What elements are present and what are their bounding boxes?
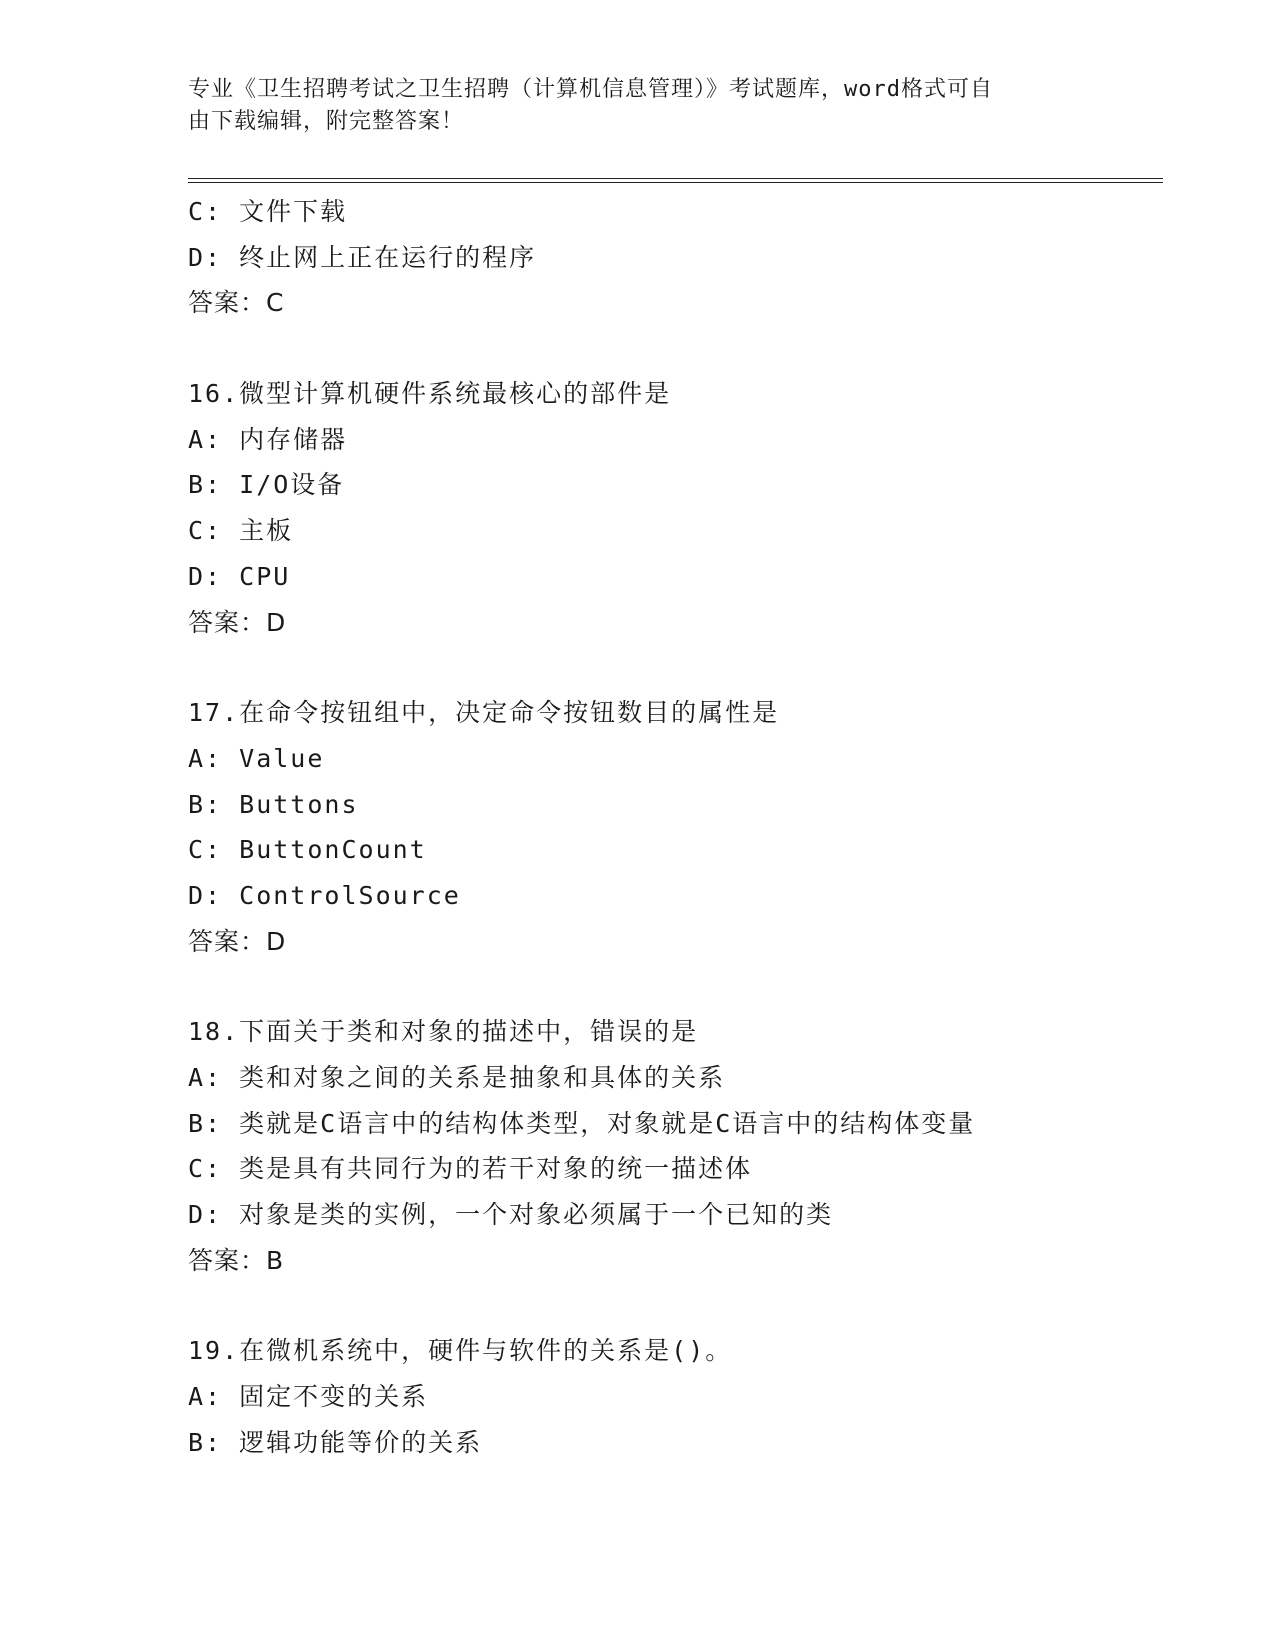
question-17 — [188, 693, 1148, 967]
answer-line: 答案：B — [188, 1245, 285, 1275]
question-19 — [188, 1331, 1148, 1468]
document-header — [188, 74, 1068, 138]
option-c: C: 文件下载 — [188, 197, 348, 226]
option-c: C: 主板 — [188, 516, 294, 546]
option-b: B: 类就是C语言中的结构体类型，对象就是C语言中的结构体变量 — [188, 1108, 976, 1138]
option-b: B: 逻辑功能等价的关系 — [188, 1427, 483, 1457]
option-d: D: 终止网上正在运行的程序 — [188, 242, 537, 272]
question-list — [188, 192, 1148, 1514]
option-d: D: CPU — [188, 561, 291, 591]
question-stem: 17.在命令按钮组中，决定命令按钮数目的属性是 — [188, 698, 780, 728]
answer-line: 答案：D — [188, 926, 287, 956]
question-stem: 16.微型计算机硬件系统最核心的部件是 — [188, 379, 672, 409]
header-divider — [188, 178, 1163, 183]
option-a: A: 内存储器 — [188, 424, 348, 454]
question-stem: 19.在微机系统中，硬件与软件的关系是()。 — [188, 1336, 733, 1366]
option-d: D: ControlSource — [188, 880, 461, 910]
option-b: B: Buttons — [188, 789, 359, 819]
option-c: C: ButtonCount — [188, 835, 427, 865]
option-d: D: 对象是类的实例，一个对象必须属于一个已知的类 — [188, 1200, 834, 1230]
option-a: A: 类和对象之间的关系是抽象和具体的关系 — [188, 1063, 726, 1092]
question-18 — [188, 1012, 1148, 1286]
answer-line: 答案：C — [188, 288, 285, 318]
option-b: B: I/O设备 — [188, 470, 345, 500]
question-16 — [188, 374, 1148, 648]
header-line-2: 由下载编辑，附完整答案！ — [188, 109, 465, 134]
header-line-1: 专业《卫生招聘考试之卫生招聘（计算机信息管理）》考试题库，word格式可自 — [188, 77, 993, 102]
divider-line-bottom — [188, 182, 1163, 183]
question-stem: 18.下面关于类和对象的描述中，错误的是 — [188, 1017, 699, 1047]
option-c: C: 类是具有共同行为的若干对象的统一描述体 — [188, 1154, 753, 1184]
divider-line-top — [188, 178, 1163, 179]
option-a: A: 固定不变的关系 — [188, 1382, 429, 1412]
option-a: A: Value — [188, 743, 325, 773]
answer-line: 答案：D — [188, 607, 287, 637]
question-15-partial — [188, 192, 1148, 329]
